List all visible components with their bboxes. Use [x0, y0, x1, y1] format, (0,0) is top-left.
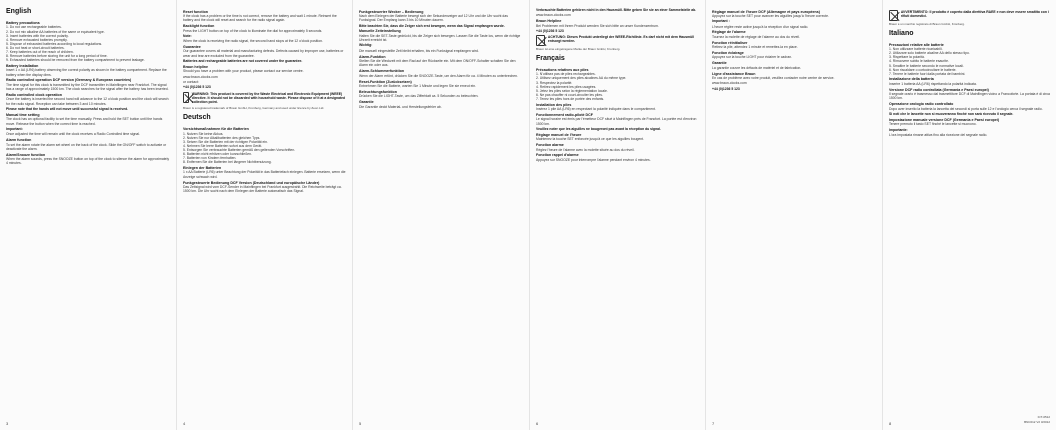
it-weee-text: AVVERTIMENTO: Il prodotto è coperto dalla direttiva RAEE e non deve essere smaltito con i rifiuti domestici.	[900, 10, 1049, 19]
fr-helpline-heading: Ligne d'assistance Braun	[712, 71, 756, 76]
section-title-english: English	[6, 8, 32, 15]
de-weee-notice	[536, 35, 699, 46]
battery-installation-heading: Battery installation	[6, 63, 39, 68]
radio-clock-operation-text: Once the battery is inserted the second hand will advance to the 12 o'clock position and the clock will search for the radio signal. Reception can take between 3 and 10 minutes.	[6, 97, 169, 106]
fr-web[interactable]: www.braun-clocks.com	[712, 81, 747, 86]
alarm-text: To set the alarm rotate the alarm set wheel on the back of the clock. Slide the ON/OFF switch to activate or deactivate the alarm.	[6, 142, 167, 151]
battery-installation-text: Insert 1 x AA (LR6) battery observing the correct polarity as shown in the battery compartment. Replace the battery when the display dims.	[6, 68, 167, 77]
list-item: 4. Retirez rapidement les piles usagées.	[536, 84, 597, 89]
de-snooze-heading: Alarm-Schlummerfunktion	[359, 69, 405, 74]
helpline-text: Should you have a problem with your product, please contact our service centre.	[183, 69, 304, 74]
section-title-deutsch: Deutsch	[183, 114, 211, 122]
list-item: 5. Smaltire le batterie secondo le normative locali.	[889, 63, 964, 68]
trademark-footer: Braun is a registered trademark of Braun GmbH, Kronberg, Germany and used under licence by Zeon Ltd.	[183, 106, 325, 111]
page-number: 4	[183, 421, 186, 426]
de-light-heading: Beleuchtungsfunktion	[359, 89, 397, 94]
fr-alarm-text: Réglez l'heure de l'alarme avec la molette située au dos du réveil.	[536, 147, 635, 152]
list-item: 6. Ne pas chauffer ni court-circuiter les piles.	[536, 92, 603, 97]
list-item: 6. Non riscaldare o cortocircuitare le batterie.	[889, 67, 957, 72]
important-label: Important:	[6, 126, 23, 131]
fr-manual-dcf-text: Appuyez sur la touche SET pour avancer les aiguilles jusqu'à l'heure correcte.	[712, 14, 829, 18]
list-item: 7. Tenere le batterie fuori dalla portata dei bambini.	[889, 71, 966, 76]
fr-guarantee-text: La garantie couvre les défauts de matériel et de fabrication.	[712, 65, 802, 70]
list-item: 5. Dispose of exhausted batteries according to local regulations.	[6, 41, 103, 46]
fr-manual-text: Maintenez la touche SET enfoncée jusqu'à ce que les aiguilles bougent.	[536, 137, 645, 142]
de-signal-note: Bitte beachten Sie, dass die Zeiger sich erst bewegen, wenn das Signal empfangen wurde.	[359, 23, 505, 28]
list-item: 5. Jetez les piles selon la réglementation locale.	[536, 88, 608, 93]
section-title-italiano: Italiano	[889, 29, 914, 37]
de-radio-text: Das Zeitsignal wird vom DCF-Sender in Mainflingen bei Frankfurt ausgestrahlt. Die Reichweite beträgt ca. 1500 km. Die Uhr sucht nach dem Einlegen der Batterie automatisch das Signal.	[183, 185, 342, 194]
de-radio-heading: Funkgesteuerte Bedienung DCF Version (Deutschland und europäische Länder)	[183, 180, 320, 185]
column-francais	[530, 0, 705, 430]
important-text: Once adjusted the time will remain until the clock receives a Radio Controlled time signal.	[6, 132, 140, 137]
de-guarantee-text: Die Garantie deckt Material- und Herstellungsfehler ab.	[359, 104, 442, 109]
page-number: 8	[889, 421, 892, 426]
radio-controlled-text: The time signal for this clock is transmitted by the DCF transmitter in Mainflingen near Frankfurt. The signal has a range of approximately 1500 km. The clock searches for the signal after the battery has been inserted.	[6, 82, 169, 92]
helpline-web[interactable]: www.braun-clocks.com	[183, 74, 218, 79]
de-guarantee-heading: Garantie	[359, 100, 374, 105]
list-item: 5. Entsorgen Sie verbrauchte Batterien gemäß den geltenden Vorschriften.	[183, 148, 296, 153]
reset-heading: Reset function	[183, 9, 208, 14]
radio-clock-operation-heading: Radio controlled clock operation	[6, 93, 62, 98]
fr-alarm-heading: Fonction alarme	[536, 143, 564, 148]
weee-notice	[183, 92, 346, 106]
helpline-heading: Braun helpline	[183, 64, 208, 69]
it-battery-heading: Precauzioni relative alle batterie	[889, 42, 944, 47]
signal-note: Please note that the hands will not move until successful signal is received.	[6, 107, 129, 112]
de-helpline-heading: Braun Helpline	[536, 19, 562, 24]
it-signal-note: Si noti che le lancette non si muoveranno finché non sarà ricevuto il segnale.	[889, 112, 1014, 117]
fr-insert-text: Insérez 1 pile AA (LR6) en respectant la polarité indiquée dans le compartiment.	[536, 107, 656, 112]
radio-controlled-heading: Radio controlled operation DCF version (Germany & European countries)	[6, 78, 132, 83]
helpline-phone: +44 (0)1236 5 123	[183, 85, 211, 90]
list-item: 3. Respectez la polarité.	[536, 80, 573, 85]
crossed-bin-icon	[536, 35, 545, 46]
list-item: 1. N'utilisez pas de piles rechargeables.	[536, 72, 596, 77]
snooze-heading: Alarm/Snooze function	[6, 152, 46, 157]
de-manual-text: Halten Sie die SET-Taste gedrückt, bis die Zeiger sich bewegen. Lassen Sie die Taste los, wenn die richtige Uhrzeit erreicht ist.	[359, 33, 521, 43]
page-number: 7	[712, 421, 715, 426]
note-text: When the clock is receiving the radio signal, the second hand stops at the 12 o'clock position.	[183, 39, 323, 44]
fr-radio-text: Le signal horaire est émis par l'émetteur DCF situé à Mainflingen près de Francfort. La portée est d'environ 1500 km.	[536, 117, 697, 126]
list-item: 8. Entfernen Sie die Batterien bei längerer Nichtbenutzung.	[183, 160, 272, 165]
list-item: 7. Keep batteries out of the reach of children.	[6, 49, 74, 54]
column-italiano	[883, 0, 1056, 430]
fr-radio-heading: Fonctionnement radio-piloté DCF	[536, 112, 593, 117]
list-item: 1. Non utilizzare batterie ricaricabili.	[889, 47, 943, 52]
de-important-label: Wichtig:	[359, 43, 373, 48]
fr-signal-note: Veuillez noter que les aiguilles ne bougeront pas avant la réception du signal.	[536, 126, 661, 131]
fr-alarm-setting-heading: Réglage de l'alarme	[712, 30, 746, 35]
fr-battery-list	[536, 72, 699, 101]
list-item: 1. Do not use rechargeable batteries.	[6, 25, 62, 30]
fr-manual-heading: Réglage manuel de l'heure	[536, 132, 582, 137]
list-item: 1. Nutzen Sie keine Akkus.	[183, 131, 224, 136]
page-number: 5	[359, 421, 362, 426]
list-item: 3. Setzen Sie die Batterien mit der richtigen Polarität ein.	[183, 139, 268, 144]
list-item: 2. Do not mix alkaline AA batteries of the same or equivalent type.	[6, 29, 105, 34]
de-helpline-text: Bei Problemen mit Ihrem Produkt wenden Sie sich bitte an unser Kundenzentrum.	[536, 23, 659, 28]
list-item: 4. Remove exhausted batteries promptly.	[6, 37, 68, 42]
weee-text: WARNING: This product is covered by the Waste Electrical and Electronic Equipment (WEEE) directive. It should not be discarded with household waste. Please dispose of it at a designated collection point.	[191, 91, 346, 105]
it-weee-notice	[889, 10, 1050, 21]
fr-reset-heading: Fonction réinitialiser	[712, 40, 748, 45]
de-alarm-text: Stellen Sie die Weckzeit mit dem Rad auf der Rückseite ein. Mit dem ON/OFF-Schalter schalten Sie den Alarm ein oder aus.	[359, 59, 516, 68]
list-item: 2. Nutzen Sie nur Alkalibatterien des gleichen Typs.	[183, 135, 261, 140]
document-number: ICT-0512	[1037, 415, 1050, 420]
list-item: 6. Batterien nicht erhitzen oder kurzschließen.	[183, 152, 252, 157]
de-web[interactable]: www.braun-clocks.com	[536, 13, 571, 18]
column-funkuhr	[353, 0, 529, 430]
list-item: 2. Utilizzare solo batterie alcaline AA dello stesso tipo.	[889, 51, 970, 56]
fr-manual-dcf-heading: Réglage manuel de l'heure DCF (Allemagne et pays européens)	[712, 9, 820, 14]
fr-reset-text: Retirez la pile, attendez 1 minute et remettez-la en place.	[712, 45, 798, 50]
it-operation-text: Dopo aver inserito la batteria la lancetta dei secondi si porta sulle 12 e l'orologio cerca il segnale radio.	[889, 106, 1043, 111]
list-item: 6. Do not heat or short-circuit batteries.	[6, 45, 65, 50]
list-item: 3. Insert batteries with the correct polarity.	[6, 33, 69, 38]
battery-precautions-heading: Battery precautions	[6, 21, 40, 25]
list-item: 8. Remove batteries before storing the unit for a long period of time.	[6, 54, 108, 59]
fr-battery-heading: Précautions relatives aux piles	[536, 67, 589, 72]
guarantee-bold: Batteries and rechargeable batteries are not covered under the guarantee.	[183, 59, 303, 64]
de-disposal-text: Verbrauchte Batterien gehören nicht in den Hausmüll. Bitte geben Sie sie an einer Sammelstelle ab.	[536, 8, 697, 12]
de-helpline-phone: +44 (0)1236 5 123	[536, 28, 564, 33]
list-item: 2. Utilisez uniquement des piles alcalines AA du même type.	[536, 76, 627, 81]
fr-guarantee-heading: Garantie	[712, 61, 727, 66]
snooze-text: When the alarm sounds, press the SNOOZE button on top of the clock to silence the alarm for approximately 4 minutes.	[6, 157, 170, 166]
column-reglage	[706, 0, 882, 430]
crossed-bin-icon	[889, 10, 898, 21]
fr-helpline-text: En cas de problème avec votre produit, veuillez contacter notre centre de service.	[712, 76, 835, 81]
it-manual-text: Tenere premuto il tasto SET finché le lancette si muovono.	[889, 122, 977, 127]
de-weee-text: ACHTUNG: Dieses Produkt unterliegt der WEEE-Richtlinie. Es darf nicht mit dem Hausmüll entsorgt werden.	[547, 35, 695, 44]
de-insert-heading: Einlegen der Batterien	[183, 166, 222, 170]
de-insert-text: 1 x AA Batterie (LR6) unter Beachtung der Polarität in das Batteriefach einlegen. Batterie ersetzen, wenn die Anzeige schwach wird.	[183, 170, 346, 179]
it-insert-heading: Installazione della batteria	[889, 77, 934, 82]
it-manual-heading: Impostazione manuale versione DCF (Germania e Paesi europei)	[889, 117, 1000, 122]
list-item: 7. Tenez les piles hors de portée des enfants.	[536, 96, 605, 101]
de-operation-text: Nach dem Einlegen der Batterie bewegt sich der Sekundenzeiger auf 12 Uhr und die Uhr sucht das Funksignal. Der Empfang kann 3 bis 10 Minuten dauern.	[359, 14, 508, 23]
list-item: 3. Rispettare la polarità.	[889, 55, 925, 60]
reset-text: If the clock has a problem or the time is not correct, remove the battery and wait 1 minute. Reinsert the battery and the clock will reset and search for the radio signal again.	[183, 14, 337, 23]
de-manual-heading: Manuelle Zeiteinstellung	[359, 29, 401, 34]
note-label: Note:	[183, 33, 192, 38]
backlight-text: Press the LIGHT button on top of the clock to illuminate the dial for approximately 5 seconds.	[183, 28, 323, 33]
backlight-heading: Backlight function	[183, 24, 215, 29]
guarantee-heading: Guarantee	[183, 45, 201, 50]
de-reset-heading: Reset-Funktion (Zurücksetzen)	[359, 79, 412, 84]
helpline-phone-label: or contact:	[183, 79, 199, 84]
de-trademark-footer: Braun ist eine eingetragene Marke der Braun GmbH, Kronberg.	[536, 47, 621, 52]
de-operation-heading: Funkgesteuerter Wecker – Bedienung	[359, 9, 424, 14]
de-alarm-heading: Alarm-Funktion	[359, 54, 386, 59]
page-number: 3	[6, 421, 9, 426]
fr-helpline-phone: +44 (0)1236 5 123	[712, 86, 740, 91]
it-radio-heading: Versione DCF radio controllata (Germania e Paesi europei)	[889, 87, 989, 92]
de-battery-heading: Vorsichtsmaßnahmen für die Batterien	[183, 127, 249, 132]
de-important-text: Die manuell eingestellte Zeit bleibt erhalten, bis ein Funksignal empfangen wird.	[359, 48, 479, 53]
it-battery-list	[889, 47, 1050, 76]
fr-important-label: Important :	[712, 19, 730, 24]
section-title-francais: Français	[536, 54, 565, 62]
fr-snooze-heading: Fonction rappel d'alarme	[536, 153, 579, 158]
page-number: 6	[536, 421, 539, 426]
list-item: 7. Batterien von Kindern fernhalten.	[183, 156, 237, 161]
alarm-heading: Alarm function	[6, 138, 32, 143]
it-operation-heading: Operazione orologio radio controllato	[889, 102, 954, 107]
fr-insert-heading: Installation des piles	[536, 102, 572, 107]
crossed-bin-icon	[183, 92, 189, 103]
manual-setting-heading: Manual time setting	[6, 112, 40, 117]
it-trademark-footer: Braun è un marchio registrato di Braun GmbH, Kronberg.	[889, 22, 965, 26]
fr-light-heading: Fonction éclairage	[712, 51, 744, 56]
list-item: 4. Nehmen Sie leere Batterien sofort aus dem Gerät.	[183, 143, 263, 148]
de-reset-text: Entnehmen Sie die Batterie, warten Sie 1 Minute und legen Sie sie erneut ein.	[359, 83, 477, 88]
fr-light-text: Appuyez sur la touche LIGHT pour éclairer le cadran.	[712, 55, 793, 60]
column-reset-deutsch	[177, 0, 352, 430]
de-battery-list	[183, 132, 346, 165]
it-important-label: Importante:	[889, 127, 908, 132]
de-snooze-text: Wenn der Alarm ertönt, drücken Sie die SNOOZE-Taste, um den Alarm für ca. 4 Minuten zu unterbrechen.	[359, 73, 518, 78]
manual-setting-text: The clock has an optional facility to set the time manually. Press and hold the SET button until the hands move. Release the button when the correct time is reached.	[6, 117, 163, 126]
it-insert-text: Inserire 1 batteria AA (LR6) rispettando la polarità indicata.	[889, 81, 977, 86]
battery-precautions-list	[6, 25, 170, 62]
list-item: 4. Rimuovere subito le batterie esaurite.	[889, 59, 949, 64]
fr-snooze-text: Appuyez sur SNOOZE pour interrompre l'alarme pendant environ 4 minutes.	[536, 157, 651, 162]
it-radio-text: Il segnale orario è trasmesso dal trasmettitore DCF di Mainflingen vicino a Francoforte. La portata è di circa 1500 km.	[889, 92, 1050, 101]
column-english	[0, 0, 176, 430]
document-code: BNC012 V2 3/2012	[1024, 420, 1050, 425]
it-important-text: L'ora impostata rimane attiva fino alla ricezione del segnale radio.	[889, 132, 988, 137]
de-light-text: Drücken Sie die LIGHT-Taste, um das Zifferblatt ca. 5 Sekunden zu beleuchten.	[359, 94, 479, 99]
fr-alarm-setting-text: Tournez la molette de réglage de l'alarme au dos du réveil.	[712, 34, 800, 39]
fr-important-text: L'heure réglée reste active jusqu'à la réception d'un signal radio.	[712, 24, 809, 29]
guarantee-text: Our guarantee covers all material and manufacturing defects. Defects caused by improper use, batteries or wear and tear are excluded from the guarantee.	[183, 49, 344, 58]
list-item: 9. Exhausted batteries should be removed from the battery compartment to prevent leakage.	[6, 58, 145, 63]
